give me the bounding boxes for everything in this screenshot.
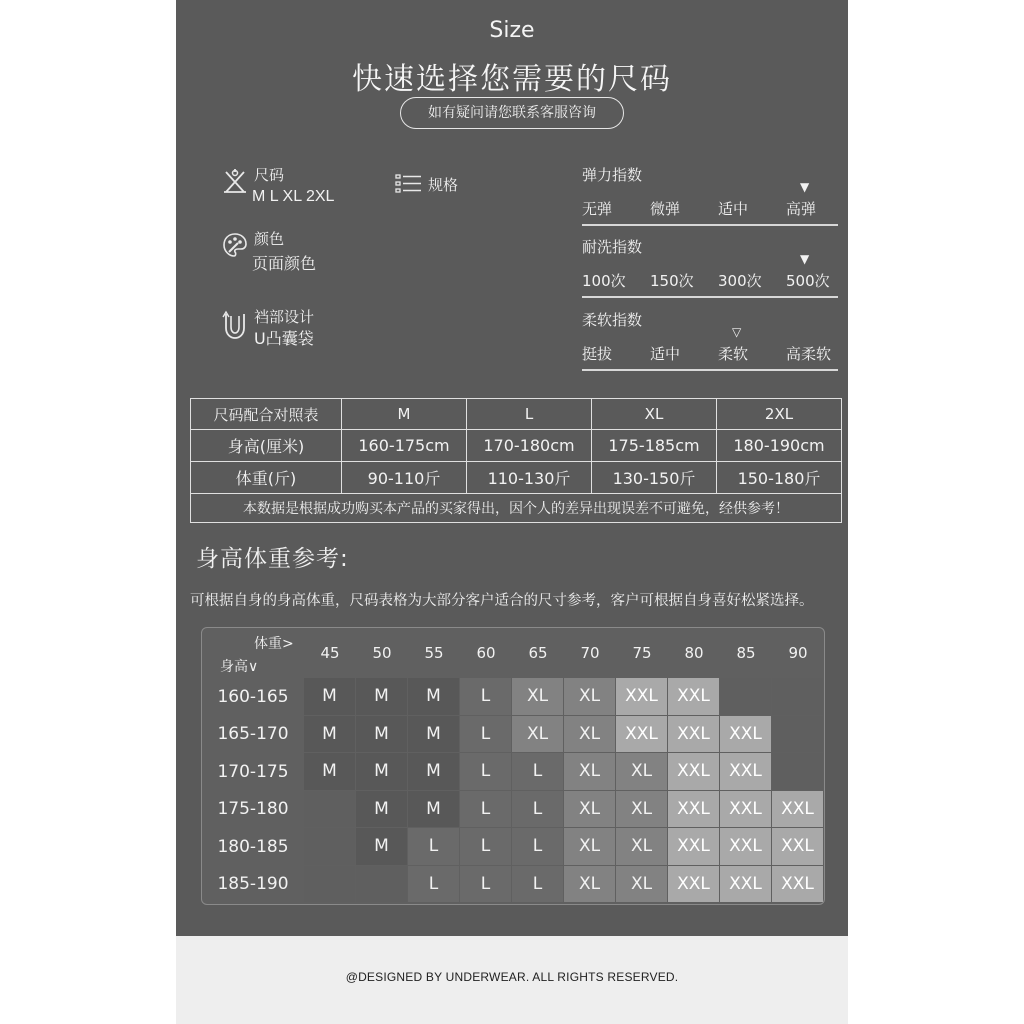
size-recommendation-cell: L	[460, 866, 511, 903]
scale-title: 柔软指数	[582, 311, 643, 329]
weight-axis-header: 体重>	[254, 636, 294, 652]
copyright-text: @DESIGNED BY UNDERWEAR. ALL RIGHTS RESERVED.	[345, 970, 679, 984]
size-header-l: L	[467, 399, 592, 430]
weight-column-header: 60	[476, 644, 496, 662]
size-recommendation-cell: XL	[564, 678, 615, 715]
size-recommendation-cell: M	[356, 828, 407, 865]
size-recommendation-cell: XXL	[668, 753, 719, 790]
size-recommendation-cell	[772, 716, 823, 753]
scale-option: 微弹	[650, 200, 681, 218]
table-corner: 尺码配合对照表	[191, 399, 342, 430]
size-recommendation-cell	[772, 753, 823, 790]
size-recommendation-cell: M	[356, 753, 407, 790]
weight-cell: 130-150斤	[592, 462, 717, 494]
size-recommendation-cell: XXL	[616, 716, 667, 753]
height-cell: 160-175cm	[342, 430, 467, 462]
size-recommendation-cell: M	[304, 716, 355, 753]
size-recommendation-cell: XXL	[668, 678, 719, 715]
color-attr-value: 页面颜色	[252, 254, 317, 273]
size-attr-label: 尺码	[254, 166, 285, 184]
height-row-header: 160-165	[217, 686, 289, 707]
scale-option: 适中	[650, 345, 681, 363]
scale-options-row	[582, 325, 838, 371]
scale-option: 高柔软	[786, 345, 832, 363]
hanger-icon	[222, 168, 248, 196]
weight-column-header: 45	[320, 644, 340, 662]
size-recommendation-cell: XL	[616, 866, 667, 903]
size-recommendation-cell: XL	[616, 791, 667, 828]
size-recommendation-cell: XXL	[668, 828, 719, 865]
size-recommendation-cell: M	[408, 753, 459, 790]
scale-option: 适中	[718, 200, 749, 218]
size-recommendation-cell: L	[408, 866, 459, 903]
size-recommendation-cell: XXL	[720, 866, 771, 903]
height-row-header: 170-175	[217, 761, 289, 782]
size-recommendation-cell: L	[408, 828, 459, 865]
size-recommendation-cell: XL	[616, 753, 667, 790]
size-recommendation-cell: XL	[564, 791, 615, 828]
size-recommendation-cell: M	[304, 753, 355, 790]
size-recommendation-cell: L	[512, 791, 563, 828]
size-recommendation-cell: XL	[564, 828, 615, 865]
size-recommendation-cell	[772, 678, 823, 715]
height-row-header: 175-180	[217, 799, 289, 820]
weight-cell: 90-110斤	[342, 462, 467, 494]
size-recommendation-cell: L	[460, 678, 511, 715]
size-recommendation-cell: M	[408, 678, 459, 715]
size-recommendation-cell: XXL	[772, 791, 823, 828]
size-recommendation-cell: L	[512, 866, 563, 903]
size-recommendation-cell: XXL	[720, 791, 771, 828]
size-recommendation-cell: XL	[564, 716, 615, 753]
contact-service-pill[interactable]: 如有疑问请您联系客服咨询	[400, 97, 624, 129]
size-recommendation-cell	[304, 866, 355, 903]
size-recommendation-cell: XXL	[668, 791, 719, 828]
size-recommendation-cell: XL	[564, 866, 615, 903]
weight-cell: 110-130斤	[467, 462, 592, 494]
scale-option: 100次	[582, 272, 626, 290]
weight-cell: 150-180斤	[717, 462, 842, 494]
size-chart-table	[190, 398, 842, 523]
height-cell: 170-180cm	[467, 430, 592, 462]
u-pouch-icon	[222, 308, 248, 340]
list-icon	[395, 173, 423, 195]
scale-option: 挺拔	[582, 345, 613, 363]
size-recommendation-cell: M	[408, 791, 459, 828]
size-recommendation-cell: XXL	[720, 753, 771, 790]
scale-options-row	[582, 180, 838, 226]
footer	[176, 936, 848, 1024]
size-recommendation-cell: L	[460, 828, 511, 865]
size-attr-value: M L XL 2XL	[252, 188, 335, 205]
height-row-header: 180-185	[217, 836, 289, 857]
size-recommendation-cell: M	[304, 678, 355, 715]
size-label: Size	[489, 18, 535, 43]
size-recommendation-cell: XXL	[720, 716, 771, 753]
scale-option: 500次	[786, 272, 830, 290]
size-recommendation-cell: L	[512, 753, 563, 790]
height-axis-header: 身高∨	[220, 659, 259, 675]
spec-attr-label: 规格	[428, 176, 459, 194]
size-recommendation-cell	[356, 866, 407, 903]
size-header-m: M	[342, 399, 467, 430]
scale-selected-marker: ▼	[800, 252, 810, 266]
size-recommendation-cell: XL	[512, 716, 563, 753]
size-recommendation-cell: XL	[512, 678, 563, 715]
size-recommendation-cell: XL	[616, 828, 667, 865]
size-recommendation-cell: XXL	[668, 716, 719, 753]
scale-selected-marker: ▼	[800, 180, 810, 194]
weight-column-header: 90	[788, 644, 808, 662]
palette-icon	[222, 232, 248, 258]
size-header-2xl: 2XL	[717, 399, 842, 430]
height-row-header: 165-170	[217, 724, 289, 745]
size-header-xl: XL	[592, 399, 717, 430]
size-recommendation-cell: L	[460, 753, 511, 790]
scale-option: 柔软	[718, 345, 749, 363]
height-row-label: 身高(厘米)	[191, 430, 342, 462]
size-recommendation-cell	[304, 791, 355, 828]
scale-option: 无弹	[582, 200, 613, 218]
size-guide-panel	[176, 0, 848, 936]
size-recommendation-cell: XXL	[772, 866, 823, 903]
crotch-attr-label: 裆部设计	[254, 308, 315, 326]
scale-option: 高弹	[786, 200, 817, 218]
scale-title: 耐洗指数	[582, 238, 643, 256]
weight-column-header: 75	[632, 644, 652, 662]
size-recommendation-cell: M	[356, 678, 407, 715]
reference-title: 身高体重参考:	[196, 546, 349, 572]
size-recommendation-cell: XXL	[668, 866, 719, 903]
size-recommendation-cell: XXL	[616, 678, 667, 715]
scale-options-row	[582, 252, 838, 298]
weight-column-header: 70	[580, 644, 600, 662]
crotch-attr-value: U凸囊袋	[254, 329, 314, 348]
size-recommendation-cell	[720, 678, 771, 715]
size-recommendation-cell: M	[356, 716, 407, 753]
size-recommendation-cell: L	[512, 828, 563, 865]
scale-selected-marker: ▽	[732, 325, 742, 339]
size-recommendation-cell: XL	[564, 753, 615, 790]
height-weight-grid	[201, 627, 825, 905]
weight-column-header: 80	[684, 644, 704, 662]
scale-option: 300次	[718, 272, 762, 290]
height-cell: 180-190cm	[717, 430, 842, 462]
size-recommendation-cell	[304, 828, 355, 865]
size-recommendation-cell: M	[408, 716, 459, 753]
reference-description: 可根据自身的身高体重，尺码表格为大部分客户适合的尺寸参考，客户可根据自身喜好松紧选择。	[190, 593, 814, 609]
scale-option: 150次	[650, 272, 694, 290]
page-title: 快速选择您需要的尺码	[352, 62, 672, 97]
height-cell: 175-185cm	[592, 430, 717, 462]
weight-column-header: 50	[372, 644, 392, 662]
size-recommendation-cell: XXL	[720, 828, 771, 865]
size-recommendation-cell: M	[356, 791, 407, 828]
weight-column-header: 85	[736, 644, 756, 662]
size-recommendation-cell: XXL	[772, 828, 823, 865]
color-attr-label: 颜色	[254, 230, 285, 248]
scale-title: 弹力指数	[582, 166, 643, 184]
size-recommendation-cell: L	[460, 791, 511, 828]
table-disclaimer: 本数据是根据成功购买本产品的买家得出，因个人的差异出现误差不可避免，经供参考！	[191, 494, 842, 523]
size-recommendation-cell: L	[460, 716, 511, 753]
weight-column-header: 55	[424, 644, 444, 662]
weight-column-header: 65	[528, 644, 548, 662]
weight-row-label: 体重(斤)	[191, 462, 342, 494]
height-row-header: 185-190	[217, 874, 289, 895]
